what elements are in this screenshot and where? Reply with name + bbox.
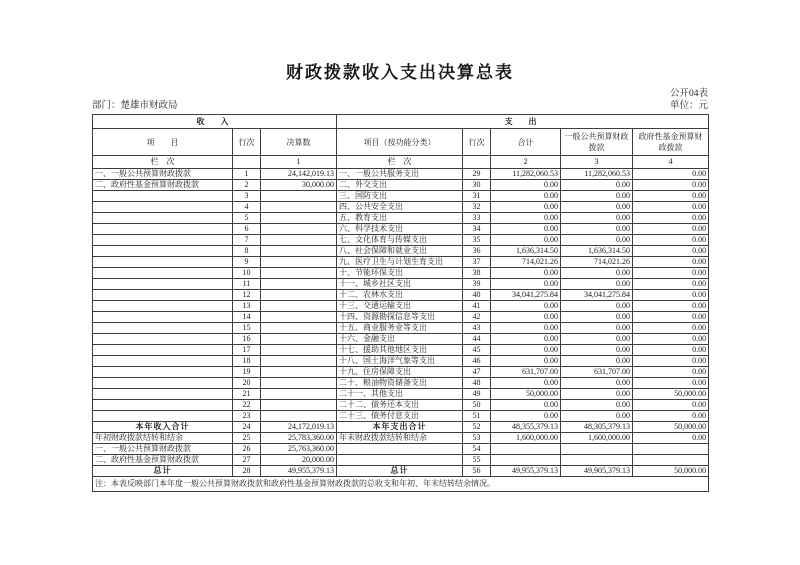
expense-rowno-cell: 29 — [463, 169, 491, 180]
table-row — [93, 433, 709, 444]
table-row — [93, 246, 709, 257]
income-item-cell: 一、一般公共预算财政拨款 — [93, 169, 233, 180]
income-item-cell — [93, 345, 233, 356]
income-amount-cell — [261, 345, 337, 356]
expense-total-cell: 49,955,379.13 — [491, 466, 561, 477]
income-rowno-cell: 3 — [233, 191, 261, 202]
income-item-cell: 年初财政拨款结转和结余 — [93, 433, 233, 444]
column-header-row — [93, 129, 709, 156]
expense-item-cell — [337, 444, 463, 455]
income-amount-cell — [261, 356, 337, 367]
expense-rowno-cell: 41 — [463, 301, 491, 312]
income-item-cell: 二、政府性基金预算财政拨款 — [93, 455, 233, 466]
expense-rowno-cell: 38 — [463, 268, 491, 279]
expense-total-cell: 0.00 — [491, 213, 561, 224]
col-header-item: 项 目 — [93, 129, 233, 156]
income-item-cell — [93, 367, 233, 378]
col-header-general-budget: 一般公共预算财政拨款 — [561, 129, 633, 156]
expense-rowno-cell: 51 — [463, 411, 491, 422]
income-item-cell — [93, 268, 233, 279]
income-amount-cell: 25,783,360.00 — [261, 433, 337, 444]
table-row — [93, 378, 709, 389]
expense-fund-cell: 0.00 — [633, 290, 709, 301]
expense-item-cell: 年末财政拨款结转和结余 — [337, 433, 463, 444]
table-row — [93, 301, 709, 312]
expense-item-cell: 十八、国土海洋气象等支出 — [337, 356, 463, 367]
expense-total-cell: 631,707.00 — [491, 367, 561, 378]
table-row — [93, 323, 709, 334]
expense-item-cell: 十三、交通运输支出 — [337, 301, 463, 312]
expense-total-cell: 0.00 — [491, 400, 561, 411]
expense-fund-cell: 0.00 — [633, 378, 709, 389]
expense-section-header: 支 出 — [337, 115, 709, 129]
table-row — [93, 400, 709, 411]
income-item-cell — [93, 279, 233, 290]
income-amount-cell — [261, 334, 337, 345]
income-rowno-cell: 23 — [233, 411, 261, 422]
expense-general-cell: 0.00 — [561, 312, 633, 323]
income-amount-cell: 20,000.00 — [261, 455, 337, 466]
income-rowno-cell: 16 — [233, 334, 261, 345]
expense-general-cell: 0.00 — [561, 389, 633, 400]
expense-total-cell: 0.00 — [491, 356, 561, 367]
expense-rowno-cell: 55 — [463, 455, 491, 466]
expense-total-cell: 11,282,060.53 — [491, 169, 561, 180]
expense-rowno-cell: 50 — [463, 400, 491, 411]
table-row — [93, 268, 709, 279]
expense-item-cell: 十七、援助其他地区支出 — [337, 345, 463, 356]
expense-item-cell: 二十、粮油物资储备支出 — [337, 378, 463, 389]
expense-item-cell: 二十三、债务付息支出 — [337, 411, 463, 422]
expense-item-cell — [337, 455, 463, 466]
income-rowno-cell: 12 — [233, 290, 261, 301]
income-item-cell — [93, 301, 233, 312]
expense-fund-cell: 0.00 — [633, 180, 709, 191]
expense-rowno-cell: 47 — [463, 367, 491, 378]
expense-fund-cell: 0.00 — [633, 169, 709, 180]
expense-item-cell: 一、一般公共服务支出 — [337, 169, 463, 180]
expense-fund-cell: 0.00 — [633, 213, 709, 224]
expense-general-cell: 1,636,314.50 — [561, 246, 633, 257]
col-index-3: 3 — [561, 156, 633, 169]
expense-general-cell: 0.00 — [561, 378, 633, 389]
expense-rowno-cell: 45 — [463, 345, 491, 356]
lanci-expense-cell: 栏 次 — [337, 156, 463, 169]
expense-fund-cell — [633, 444, 709, 455]
expense-total-cell: 48,355,379.13 — [491, 422, 561, 433]
table-row — [93, 312, 709, 323]
table-row — [93, 367, 709, 378]
income-rowno-cell: 14 — [233, 312, 261, 323]
income-amount-cell: 24,172,019.13 — [261, 422, 337, 433]
expense-fund-cell: 0.00 — [633, 279, 709, 290]
income-item-cell: 一、一般公共预算财政拨款 — [93, 444, 233, 455]
table-row — [93, 334, 709, 345]
income-item-cell — [93, 191, 233, 202]
income-amount-cell — [261, 411, 337, 422]
expense-fund-cell: 0.00 — [633, 312, 709, 323]
expense-rowno-cell: 56 — [463, 466, 491, 477]
income-item-cell — [93, 257, 233, 268]
expense-general-cell: 1,600,000.00 — [561, 433, 633, 444]
income-rowno-cell: 11 — [233, 279, 261, 290]
income-rowno-cell: 15 — [233, 323, 261, 334]
income-item-cell — [93, 290, 233, 301]
income-item-cell — [93, 235, 233, 246]
final-accounts-table — [92, 114, 709, 492]
lanci-income-cell: 栏 次 — [93, 156, 233, 169]
income-rowno-cell: 27 — [233, 455, 261, 466]
expense-item-cell: 十九、住房保障支出 — [337, 367, 463, 378]
expense-total-cell: 1,636,314.50 — [491, 246, 561, 257]
table-note: 注：本表反映部门本年度一般公共预算财政拨款和政府性基金预算财政拨款的总收支和年初、年末结转结余情况。 — [93, 477, 709, 492]
expense-item-cell: 二、外交支出 — [337, 180, 463, 191]
form-code: 公开04表 — [669, 89, 708, 99]
department-label: 部门：楚雄市财政局 — [92, 101, 178, 111]
expense-total-cell: 714,021.26 — [491, 257, 561, 268]
expense-fund-cell: 0.00 — [633, 301, 709, 312]
expense-item-cell: 十二、农林水支出 — [337, 290, 463, 301]
income-rowno-cell: 20 — [233, 378, 261, 389]
table-body — [93, 169, 709, 477]
col-header-rowno: 行次 — [233, 129, 261, 156]
expense-general-cell: 48,305,379.13 — [561, 422, 633, 433]
expense-item-cell: 二十一、其他支出 — [337, 389, 463, 400]
expense-fund-cell: 0.00 — [633, 367, 709, 378]
table-row — [93, 191, 709, 202]
expense-fund-cell: 50,000.00 — [633, 466, 709, 477]
expense-item-cell: 二十二、债务还本支出 — [337, 400, 463, 411]
expense-item-cell: 五、教育支出 — [337, 213, 463, 224]
expense-fund-cell: 0.00 — [633, 323, 709, 334]
income-amount-cell: 24,142,019.13 — [261, 169, 337, 180]
expense-general-cell: 0.00 — [561, 400, 633, 411]
unit-label: 单位：元 — [669, 101, 708, 111]
note-row — [93, 477, 709, 492]
expense-general-cell: 0.00 — [561, 268, 633, 279]
income-item-cell — [93, 246, 233, 257]
income-rowno-cell: 9 — [233, 257, 261, 268]
income-item-cell — [93, 213, 233, 224]
table-row — [93, 235, 709, 246]
income-amount-cell — [261, 378, 337, 389]
income-item-cell — [93, 389, 233, 400]
income-amount-cell — [261, 257, 337, 268]
expense-rowno-cell: 35 — [463, 235, 491, 246]
column-index-row — [93, 156, 709, 169]
income-rowno-cell: 1 — [233, 169, 261, 180]
expense-rowno-cell: 48 — [463, 378, 491, 389]
expense-item-cell: 七、文化体育与传媒支出 — [337, 235, 463, 246]
expense-fund-cell: 0.00 — [633, 246, 709, 257]
expense-total-cell: 34,041,275.84 — [491, 290, 561, 301]
expense-item-cell: 十、节能环保支出 — [337, 268, 463, 279]
expense-total-cell: 0.00 — [491, 180, 561, 191]
expense-fund-cell: 0.00 — [633, 235, 709, 246]
income-amount-cell: 49,955,379.13 — [261, 466, 337, 477]
income-amount-cell: 30,000.00 — [261, 180, 337, 191]
income-amount-cell — [261, 312, 337, 323]
income-rowno-cell: 2 — [233, 180, 261, 191]
expense-fund-cell: 0.00 — [633, 400, 709, 411]
income-amount-cell — [261, 367, 337, 378]
table-row — [93, 455, 709, 466]
col-header-gov-fund: 政府性基金预算财政拨款 — [633, 129, 709, 156]
expense-rowno-cell: 32 — [463, 202, 491, 213]
table-row — [93, 422, 709, 433]
income-item-cell — [93, 378, 233, 389]
income-item-cell — [93, 323, 233, 334]
expense-general-cell: 0.00 — [561, 235, 633, 246]
expense-total-cell — [491, 444, 561, 455]
expense-general-cell: 0.00 — [561, 345, 633, 356]
col-header-item-func: 项目（按功能分类） — [337, 129, 463, 156]
income-amount-cell — [261, 191, 337, 202]
expense-total-cell: 0.00 — [491, 323, 561, 334]
expense-total-cell: 0.00 — [491, 411, 561, 422]
income-rowno-cell: 19 — [233, 367, 261, 378]
income-item-cell — [93, 312, 233, 323]
expense-total-cell: 0.00 — [491, 191, 561, 202]
expense-total-cell: 0.00 — [491, 301, 561, 312]
expense-general-cell: 0.00 — [561, 301, 633, 312]
expense-general-cell: 0.00 — [561, 180, 633, 191]
expense-total-cell: 0.00 — [491, 345, 561, 356]
expense-fund-cell — [633, 455, 709, 466]
expense-fund-cell: 0.00 — [633, 191, 709, 202]
income-rowno-cell: 10 — [233, 268, 261, 279]
table-row — [93, 169, 709, 180]
expense-rowno-cell: 42 — [463, 312, 491, 323]
expense-general-cell: 0.00 — [561, 279, 633, 290]
expense-general-cell: 0.00 — [561, 224, 633, 235]
income-item-cell — [93, 224, 233, 235]
income-amount-cell — [261, 213, 337, 224]
table-row — [93, 213, 709, 224]
income-section-header: 收 入 — [93, 115, 337, 129]
income-rowno-cell: 21 — [233, 389, 261, 400]
table-row — [93, 389, 709, 400]
expense-fund-cell: 0.00 — [633, 224, 709, 235]
income-rowno-cell: 7 — [233, 235, 261, 246]
table-row — [93, 224, 709, 235]
income-item-cell — [93, 202, 233, 213]
expense-rowno-cell: 46 — [463, 356, 491, 367]
table-row — [93, 466, 709, 477]
col-header-rowno2: 行次 — [463, 129, 491, 156]
expense-fund-cell: 0.00 — [633, 433, 709, 444]
expense-rowno-cell: 53 — [463, 433, 491, 444]
table-row — [93, 257, 709, 268]
income-amount-cell — [261, 301, 337, 312]
expense-general-cell: 0.00 — [561, 356, 633, 367]
expense-fund-cell: 0.00 — [633, 345, 709, 356]
expense-general-cell: 0.00 — [561, 334, 633, 345]
income-amount-cell — [261, 246, 337, 257]
income-item-cell: 二、政府性基金预算财政拨款 — [93, 180, 233, 191]
expense-general-cell — [561, 444, 633, 455]
expense-item-cell: 总计 — [337, 466, 463, 477]
income-rowno-cell: 18 — [233, 356, 261, 367]
income-amount-cell — [261, 290, 337, 301]
income-rowno-cell: 28 — [233, 466, 261, 477]
expense-item-cell: 六、科学技术支出 — [337, 224, 463, 235]
income-amount-cell — [261, 323, 337, 334]
income-item-cell: 本年收入合计 — [93, 422, 233, 433]
expense-rowno-cell: 36 — [463, 246, 491, 257]
expense-rowno-cell: 33 — [463, 213, 491, 224]
expense-item-cell: 三、国防支出 — [337, 191, 463, 202]
income-item-cell — [93, 356, 233, 367]
expense-rowno-cell: 30 — [463, 180, 491, 191]
income-item-cell — [93, 334, 233, 345]
income-rowno-cell: 26 — [233, 444, 261, 455]
expense-total-cell: 0.00 — [491, 224, 561, 235]
expense-rowno-cell: 31 — [463, 191, 491, 202]
page-title: 财政拨款收入支出决算总表 — [286, 63, 514, 82]
income-item-cell: 总计 — [93, 466, 233, 477]
meta-line — [92, 100, 708, 113]
expense-total-cell: 0.00 — [491, 268, 561, 279]
expense-general-cell: 0.00 — [561, 202, 633, 213]
income-amount-cell — [261, 400, 337, 411]
income-rowno-cell: 8 — [233, 246, 261, 257]
expense-rowno-cell: 37 — [463, 257, 491, 268]
income-item-cell — [93, 400, 233, 411]
expense-fund-cell: 50,000.00 — [633, 389, 709, 400]
expense-fund-cell: 50,000.00 — [633, 422, 709, 433]
expense-general-cell: 49,905,379.13 — [561, 466, 633, 477]
income-amount-cell — [261, 279, 337, 290]
income-amount-cell — [261, 224, 337, 235]
expense-total-cell: 0.00 — [491, 334, 561, 345]
col-index-2: 2 — [491, 156, 561, 169]
income-amount-cell: 25,763,360.00 — [261, 444, 337, 455]
income-rowno-cell: 4 — [233, 202, 261, 213]
expense-general-cell: 34,041,275.84 — [561, 290, 633, 301]
table-row — [93, 202, 709, 213]
income-amount-cell — [261, 268, 337, 279]
blank-cell — [463, 156, 491, 169]
income-rowno-cell: 6 — [233, 224, 261, 235]
expense-item-cell: 十一、城乡社区支出 — [337, 279, 463, 290]
col-index-1: 1 — [261, 156, 337, 169]
document-sheet — [92, 0, 708, 492]
expense-total-cell: 0.00 — [491, 312, 561, 323]
expense-item-cell: 十五、商业服务业等支出 — [337, 323, 463, 334]
expense-total-cell: 1,600,000.00 — [491, 433, 561, 444]
expense-fund-cell: 0.00 — [633, 356, 709, 367]
expense-item-cell: 十四、资源勘探信息等支出 — [337, 312, 463, 323]
expense-item-cell: 本年支出合计 — [337, 422, 463, 433]
expense-item-cell: 九、医疗卫生与计划生育支出 — [337, 257, 463, 268]
expense-total-cell: 0.00 — [491, 378, 561, 389]
expense-rowno-cell: 52 — [463, 422, 491, 433]
income-rowno-cell: 22 — [233, 400, 261, 411]
income-rowno-cell: 17 — [233, 345, 261, 356]
expense-total-cell: 50,000.00 — [491, 389, 561, 400]
expense-item-cell: 四、公共安全支出 — [337, 202, 463, 213]
table-row — [93, 180, 709, 191]
expense-rowno-cell: 43 — [463, 323, 491, 334]
expense-general-cell — [561, 455, 633, 466]
income-item-cell — [93, 411, 233, 422]
expense-fund-cell: 0.00 — [633, 334, 709, 345]
expense-fund-cell: 0.00 — [633, 411, 709, 422]
income-amount-cell — [261, 235, 337, 246]
expense-general-cell: 631,707.00 — [561, 367, 633, 378]
expense-general-cell: 11,282,060.53 — [561, 169, 633, 180]
expense-total-cell: 0.00 — [491, 279, 561, 290]
expense-total-cell — [491, 455, 561, 466]
table-row — [93, 279, 709, 290]
expense-rowno-cell: 49 — [463, 389, 491, 400]
expense-general-cell: 0.00 — [561, 191, 633, 202]
expense-general-cell: 0.00 — [561, 411, 633, 422]
table-row — [93, 444, 709, 455]
income-rowno-cell: 5 — [233, 213, 261, 224]
col-index-4: 4 — [633, 156, 709, 169]
table-row — [93, 411, 709, 422]
section-header-row — [93, 115, 709, 129]
expense-rowno-cell: 44 — [463, 334, 491, 345]
table-row — [93, 356, 709, 367]
expense-fund-cell: 0.00 — [633, 202, 709, 213]
expense-rowno-cell: 40 — [463, 290, 491, 301]
income-rowno-cell: 24 — [233, 422, 261, 433]
expense-rowno-cell: 54 — [463, 444, 491, 455]
expense-item-cell: 十六、金融支出 — [337, 334, 463, 345]
blank-cell — [233, 156, 261, 169]
income-amount-cell — [261, 202, 337, 213]
expense-fund-cell: 0.00 — [633, 268, 709, 279]
table-row — [93, 290, 709, 301]
income-rowno-cell: 13 — [233, 301, 261, 312]
expense-rowno-cell: 39 — [463, 279, 491, 290]
expense-fund-cell: 0.00 — [633, 257, 709, 268]
expense-general-cell: 0.00 — [561, 213, 633, 224]
expense-rowno-cell: 34 — [463, 224, 491, 235]
expense-general-cell: 0.00 — [561, 323, 633, 334]
expense-item-cell: 八、社会保障和就业支出 — [337, 246, 463, 257]
expense-total-cell: 0.00 — [491, 202, 561, 213]
expense-general-cell: 714,021.26 — [561, 257, 633, 268]
income-rowno-cell: 25 — [233, 433, 261, 444]
table-row — [93, 345, 709, 356]
col-header-total: 合计 — [491, 129, 561, 156]
income-amount-cell — [261, 389, 337, 400]
expense-total-cell: 0.00 — [491, 235, 561, 246]
col-header-amount: 决算数 — [261, 129, 337, 156]
